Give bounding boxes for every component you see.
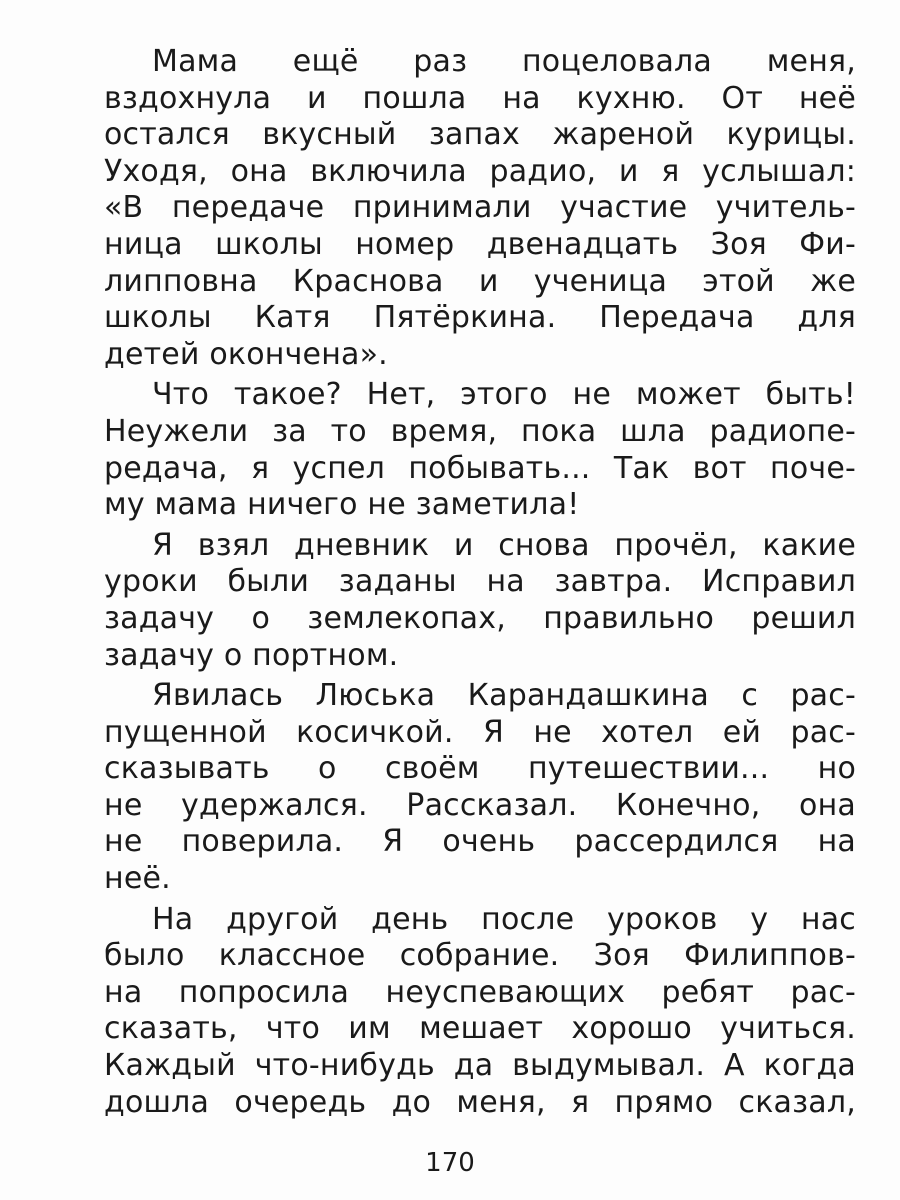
text-line: «В передаче принимали участие учитель- (104, 190, 856, 226)
text-line: было классное собрание. Зоя Филиппов- (104, 938, 856, 974)
text-line: редача, я успел побывать... Так вот поче- (104, 450, 856, 486)
text-line: ница школы номер двенадцать Зоя Фи- (104, 226, 856, 262)
text-line: дошла очередь до меня, я прямо сказал, (104, 1084, 856, 1120)
text-line: на попросила неуспевающих ребят рас- (104, 974, 856, 1010)
text-line: липповна Краснова и ученица этой же (104, 263, 856, 299)
text-line: На другой день после уроков у нас (152, 901, 856, 937)
paragraph-1 (104, 44, 856, 373)
text-line: задачу о землекопах, правильно решил (104, 600, 856, 636)
text-line: детей окончена». (104, 336, 388, 372)
paragraph-2 (104, 377, 856, 523)
text-line: не поверила. Я очень рассердился на (104, 824, 856, 860)
text-line: уроки были заданы на завтра. Исправил (104, 564, 856, 600)
page-number: 170 (425, 1148, 475, 1178)
paragraph-5 (104, 902, 856, 1122)
text-line: Уходя, она включила радио, и я услышал: (104, 153, 856, 189)
paragraph-4 (104, 678, 856, 898)
text-line: Каждый что-нибудь да выдумывал. А когда (104, 1048, 856, 1084)
text-line: Явилась Люська Карандашкина с рас- (152, 678, 856, 714)
text-line: Что такое? Нет, этого не может быть! (152, 377, 856, 413)
text-line: сказать, что им мешает хорошо учиться. (104, 1011, 856, 1047)
text-line: задачу о портном. (104, 637, 399, 673)
text-line: Мама ещё раз поцеловала меня, (152, 44, 856, 79)
text-line: Неужели за то время, пока шла радиопе- (104, 413, 856, 449)
text-line: неё. (104, 861, 171, 897)
paragraph-3 (104, 528, 856, 674)
text-line: остался вкусный запах жареной курицы. (104, 117, 856, 153)
text-line: школы Катя Пятёркина. Передача для (104, 300, 856, 336)
text-line: му мама ничего не заметила! (104, 487, 580, 523)
text-line: Я взял дневник и снова прочёл, какие (152, 527, 856, 563)
text-line: вздохнула и пошла на кухню. От неё (104, 80, 856, 116)
body-text (104, 44, 856, 1125)
text-line: не удержался. Рассказал. Конечно, она (104, 787, 856, 823)
text-line: пущенной косичкой. Я не хотел ей рас- (104, 714, 856, 750)
text-line: сказывать о своём путешествии... но (104, 751, 856, 787)
